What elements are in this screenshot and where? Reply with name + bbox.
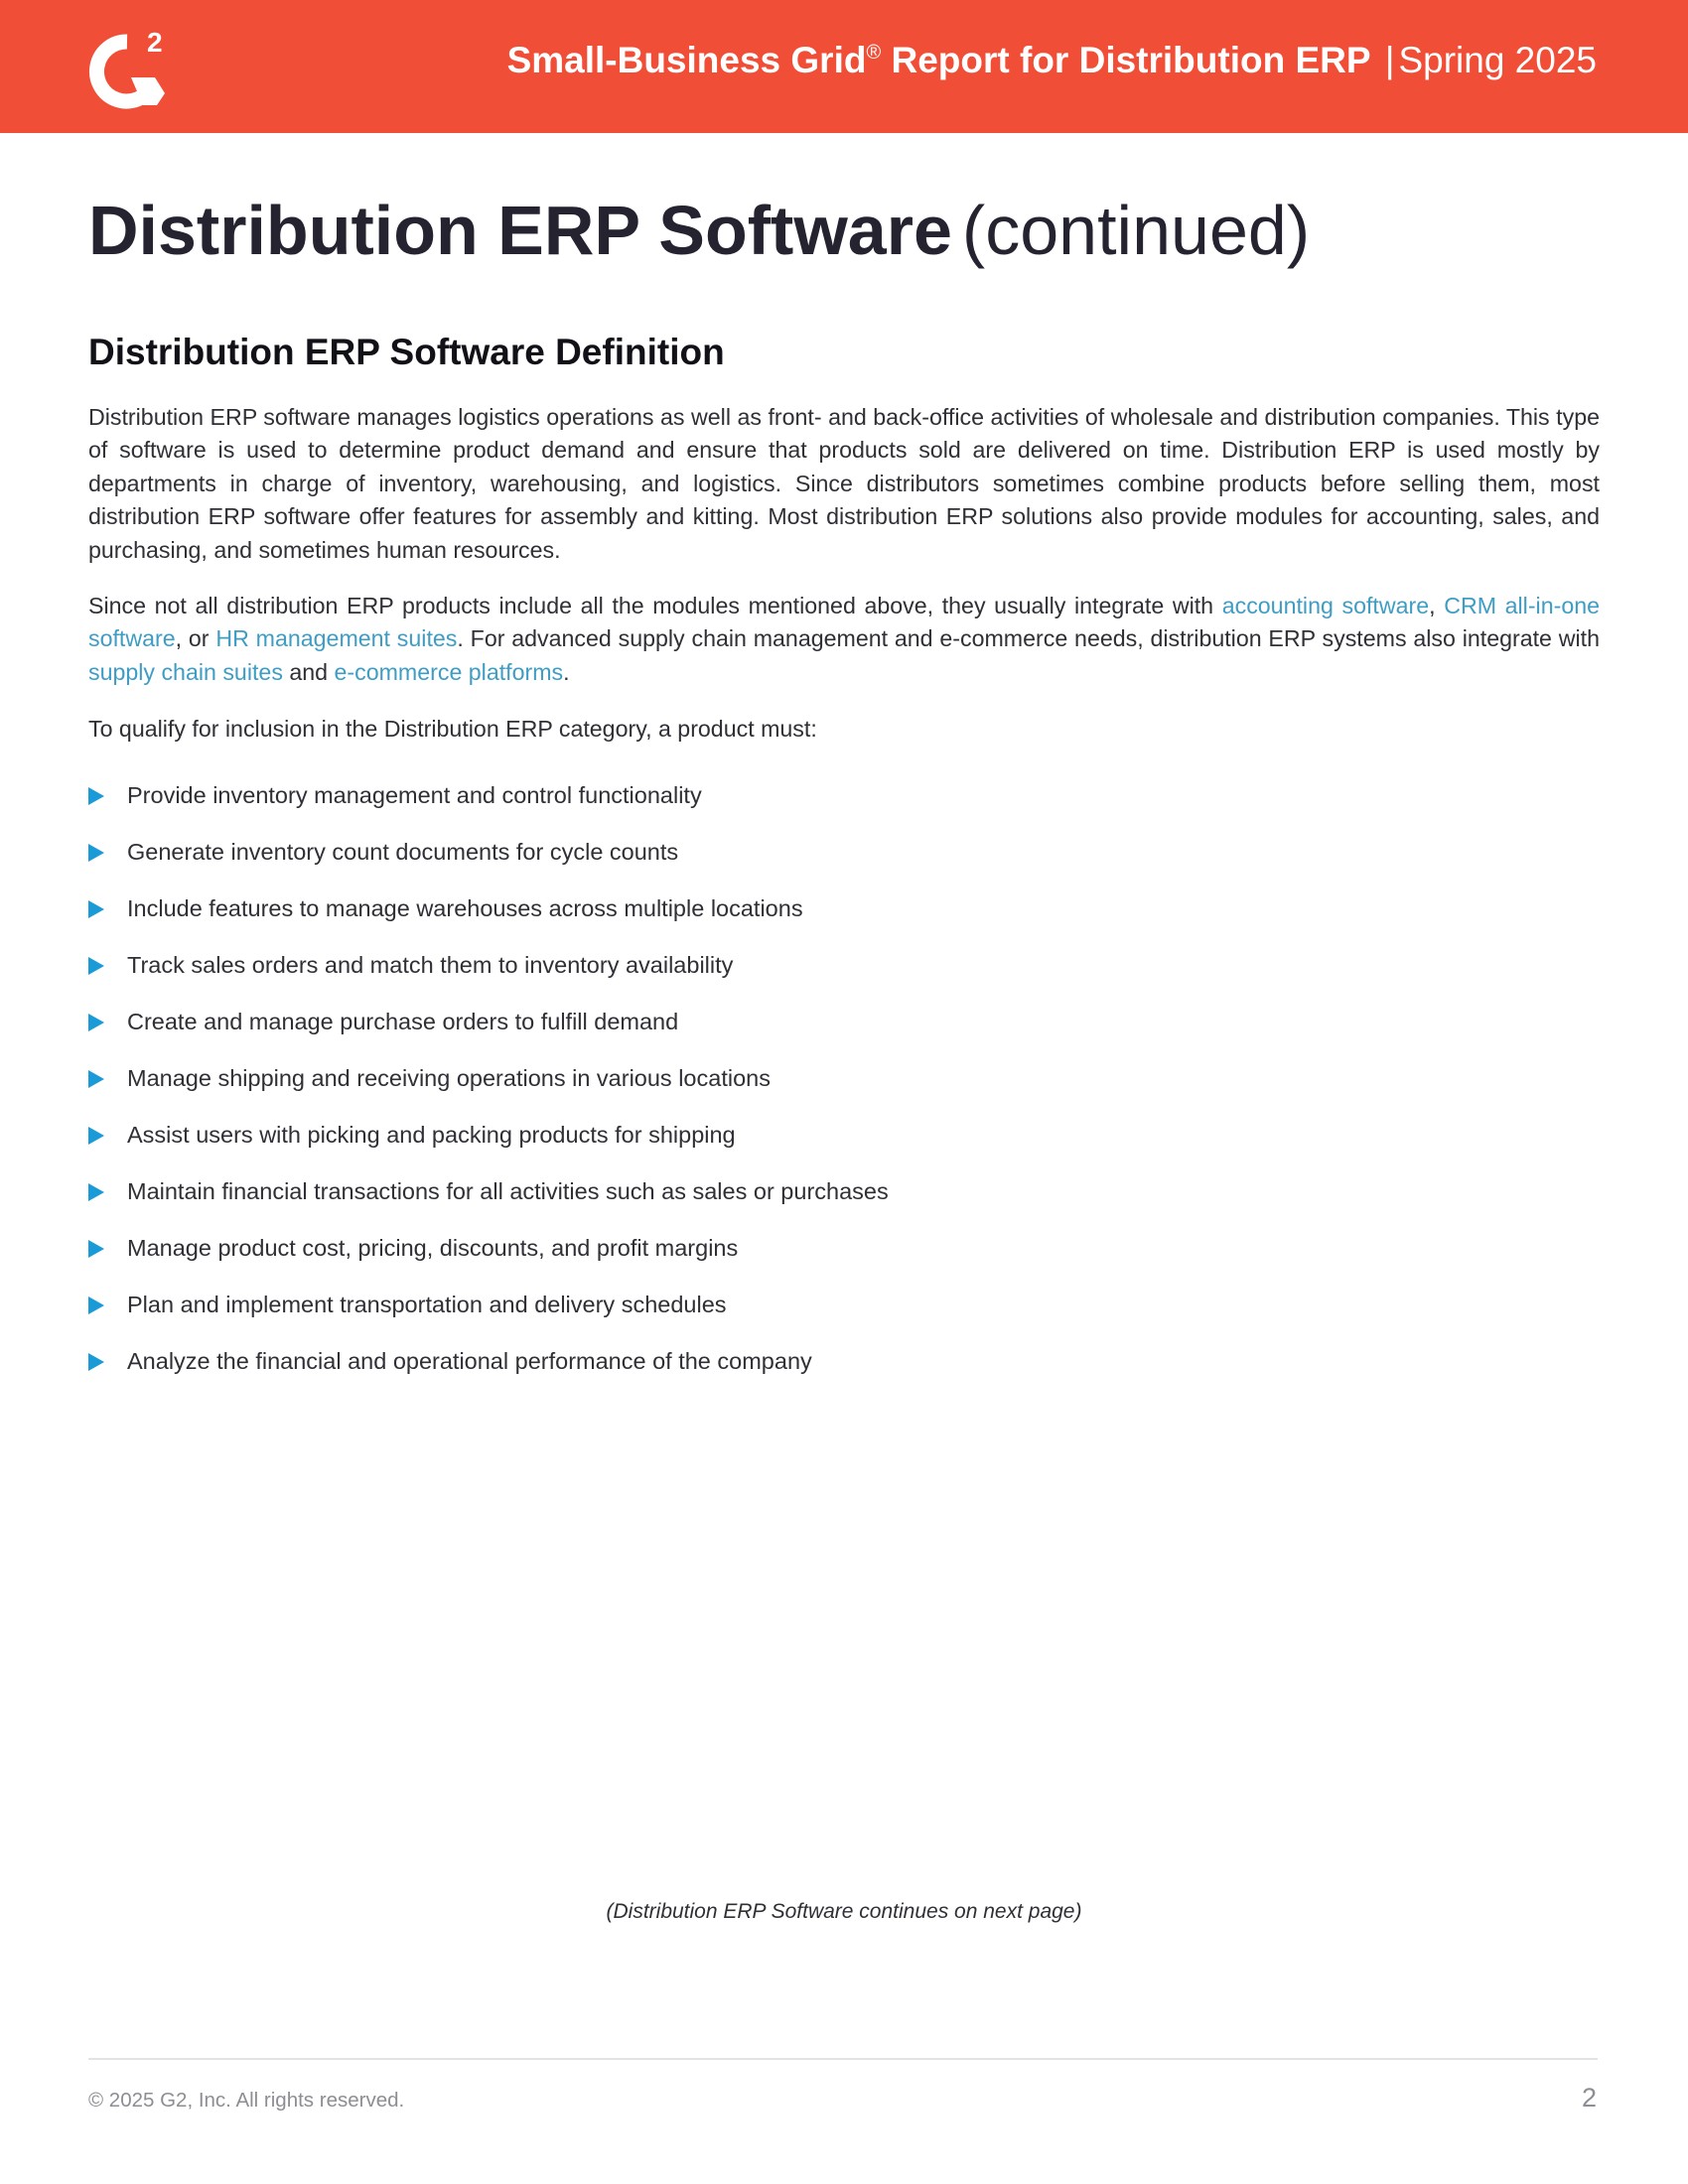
criterion-text: Manage shipping and receiving operations in various locations [127,1065,771,1091]
bullet-triangle-icon [88,1353,104,1371]
report-title-main: Small-Business Grid [506,40,867,80]
criterion-text: Maintain financial transactions for all activities such as sales or purchases [127,1178,889,1204]
link-accounting-software[interactable]: accounting software [1221,593,1430,618]
paragraph-text: , [1429,593,1445,618]
criterion-text: Create and manage purchase orders to fulfill demand [127,1009,679,1034]
qualification-intro: To qualify for inclusion in the Distribution ERP category, a product must: [88,716,817,742]
criterion-text: Generate inventory count documents for cycle counts [127,839,679,865]
report-title-rest: Report for Distribution ERP [881,40,1371,80]
svg-text:2: 2 [147,27,163,58]
paragraph-text: . For advanced supply chain management and e-commerce needs, distribution ERP systems also integrate with [457,625,1600,652]
criteria-list [88,767,889,1390]
copyright-text: © 2025 G2, Inc. All rights reserved. [88,2089,405,2112]
registered-mark: ® [866,42,882,64]
criterion-text: Plan and implement transportation and delivery schedules [127,1292,727,1317]
list-item [88,994,889,1050]
link-supply-chain-suites[interactable]: supply chain suites [88,658,283,685]
page-title-suffix: (continued) [961,192,1311,269]
criterion-text: Analyze the financial and operational performance of the company [127,1348,812,1374]
continues-note: (Distribution ERP Software continues on next page) [606,1900,1082,1923]
report-season: Spring 2025 [1398,40,1597,80]
list-item [88,767,889,824]
list-item [88,937,889,994]
bullet-triangle-icon [88,1127,104,1145]
footer-divider [88,2058,1598,2060]
definition-paragraph: Distribution ERP software manages logistics operations as well as front- and back-office activities of wholesale and distribution companies. This type of software is used to determine product demand and ensure that products sold are delivered on time. Distribution ERP is used mostly by departments in charge of inventory, warehousing, and logistics. Since distributors sometimes combine products before selling them, most distribution ERP software offer features for assembly and kitting. Most distribution ERP solutions also provide modules for accounting, sales, and purchasing, and sometimes human resources. [88,404,1600,563]
report-title [507,40,1597,81]
list-item [88,1220,889,1277]
bullet-triangle-icon [88,1297,104,1314]
list-item [88,1050,889,1107]
bullet-triangle-icon [88,1014,104,1031]
page-number: 2 [1581,2083,1597,2113]
criterion-text: Provide inventory management and control functionality [127,782,702,808]
paragraph-text: Since not all distribution ERP products include all the modules mentioned above, they usually integrate with [88,593,1222,618]
page-title-main: Distribution ERP Software [88,192,952,269]
list-item [88,824,889,881]
page-title [88,191,1310,270]
criterion-text: Include features to manage warehouses across multiple locations [127,895,803,921]
criterion-text: Manage product cost, pricing, discounts, and profit margins [127,1235,739,1261]
integration-paragraph [88,590,1600,689]
link-hr-management-suites[interactable]: HR management suites [215,625,458,652]
criterion-text: Track sales orders and match them to inventory availability [127,952,734,978]
list-item [88,1333,889,1390]
paragraph-text: . [563,658,570,685]
list-item [88,1163,889,1220]
section-heading: Distribution ERP Software Definition [88,332,725,372]
bullet-triangle-icon [88,1240,104,1258]
link-crm-all-in-one[interactable]: CRM all-in-one software [88,593,1601,652]
bullet-triangle-icon [88,1183,104,1201]
bullet-triangle-icon [88,787,104,805]
list-item [88,1107,889,1163]
title-separator: | [1384,40,1395,80]
bullet-triangle-icon [88,957,104,975]
paragraph-text: and [282,658,335,685]
report-header [0,0,1688,133]
bullet-triangle-icon [88,844,104,862]
link-ecommerce-platforms[interactable]: e-commerce platforms [334,658,564,685]
list-item [88,881,889,937]
paragraph-text: , or [175,625,216,652]
list-item [88,1277,889,1333]
criterion-text: Assist users with picking and packing products for shipping [127,1122,736,1148]
g2-logo-icon [87,22,183,111]
bullet-triangle-icon [88,1070,104,1088]
bullet-triangle-icon [88,900,104,918]
